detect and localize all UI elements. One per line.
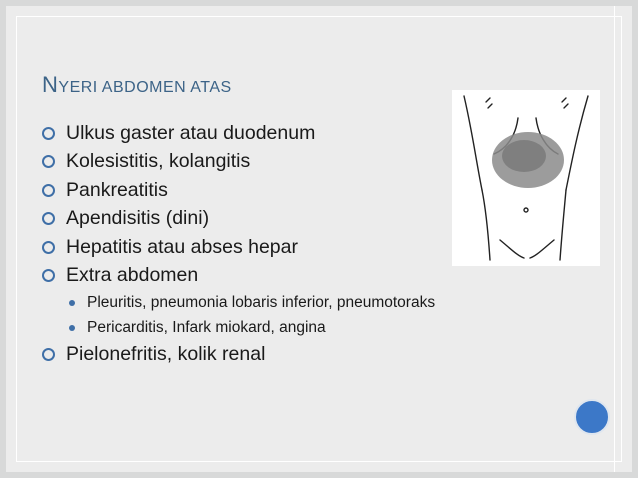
ring-bullet-icon: [42, 127, 55, 140]
frame-vertical-line: [614, 6, 615, 472]
dot-bullet-icon: [69, 300, 75, 306]
ring-bullet-icon: [42, 241, 55, 254]
bullet-text: Extra abdomen: [66, 264, 199, 287]
dot-bullet-icon: [69, 325, 75, 331]
sub-bullet-text: Pericarditis, Infark miokard, angina: [87, 318, 326, 336]
title-first-letter: N: [42, 72, 59, 97]
bullet-text: Pankreatitis: [66, 178, 168, 201]
slide-title: [42, 72, 232, 98]
ring-bullet-icon: [42, 184, 55, 197]
blue-circle-decoration: [574, 399, 610, 435]
sub-bullet-text: Pleuritis, pneumonia lobaris inferior, pneumotoraks: [87, 293, 436, 311]
ring-bullet-icon: [42, 348, 55, 361]
bullet-text: Kolesistitis, kolangitis: [66, 150, 251, 173]
bullet-text: Ulkus gaster atau duodenum: [66, 121, 316, 144]
slide: [6, 6, 632, 472]
abdomen-illustration: [452, 90, 600, 266]
sub-bullet-item: [42, 290, 562, 315]
bullet-text: Pielonefritis, kolik renal: [66, 342, 266, 365]
bullet-text: Apendisitis (dini): [66, 207, 210, 230]
ring-bullet-icon: [42, 155, 55, 168]
ring-bullet-icon: [42, 212, 55, 225]
bullet-text: Hepatitis atau abses hepar: [66, 235, 298, 258]
sub-bullet-item: [42, 315, 562, 340]
ring-bullet-icon: [42, 269, 55, 282]
bullet-item: [42, 340, 562, 369]
title-rest: YERI ABDOMEN ATAS: [58, 79, 232, 96]
